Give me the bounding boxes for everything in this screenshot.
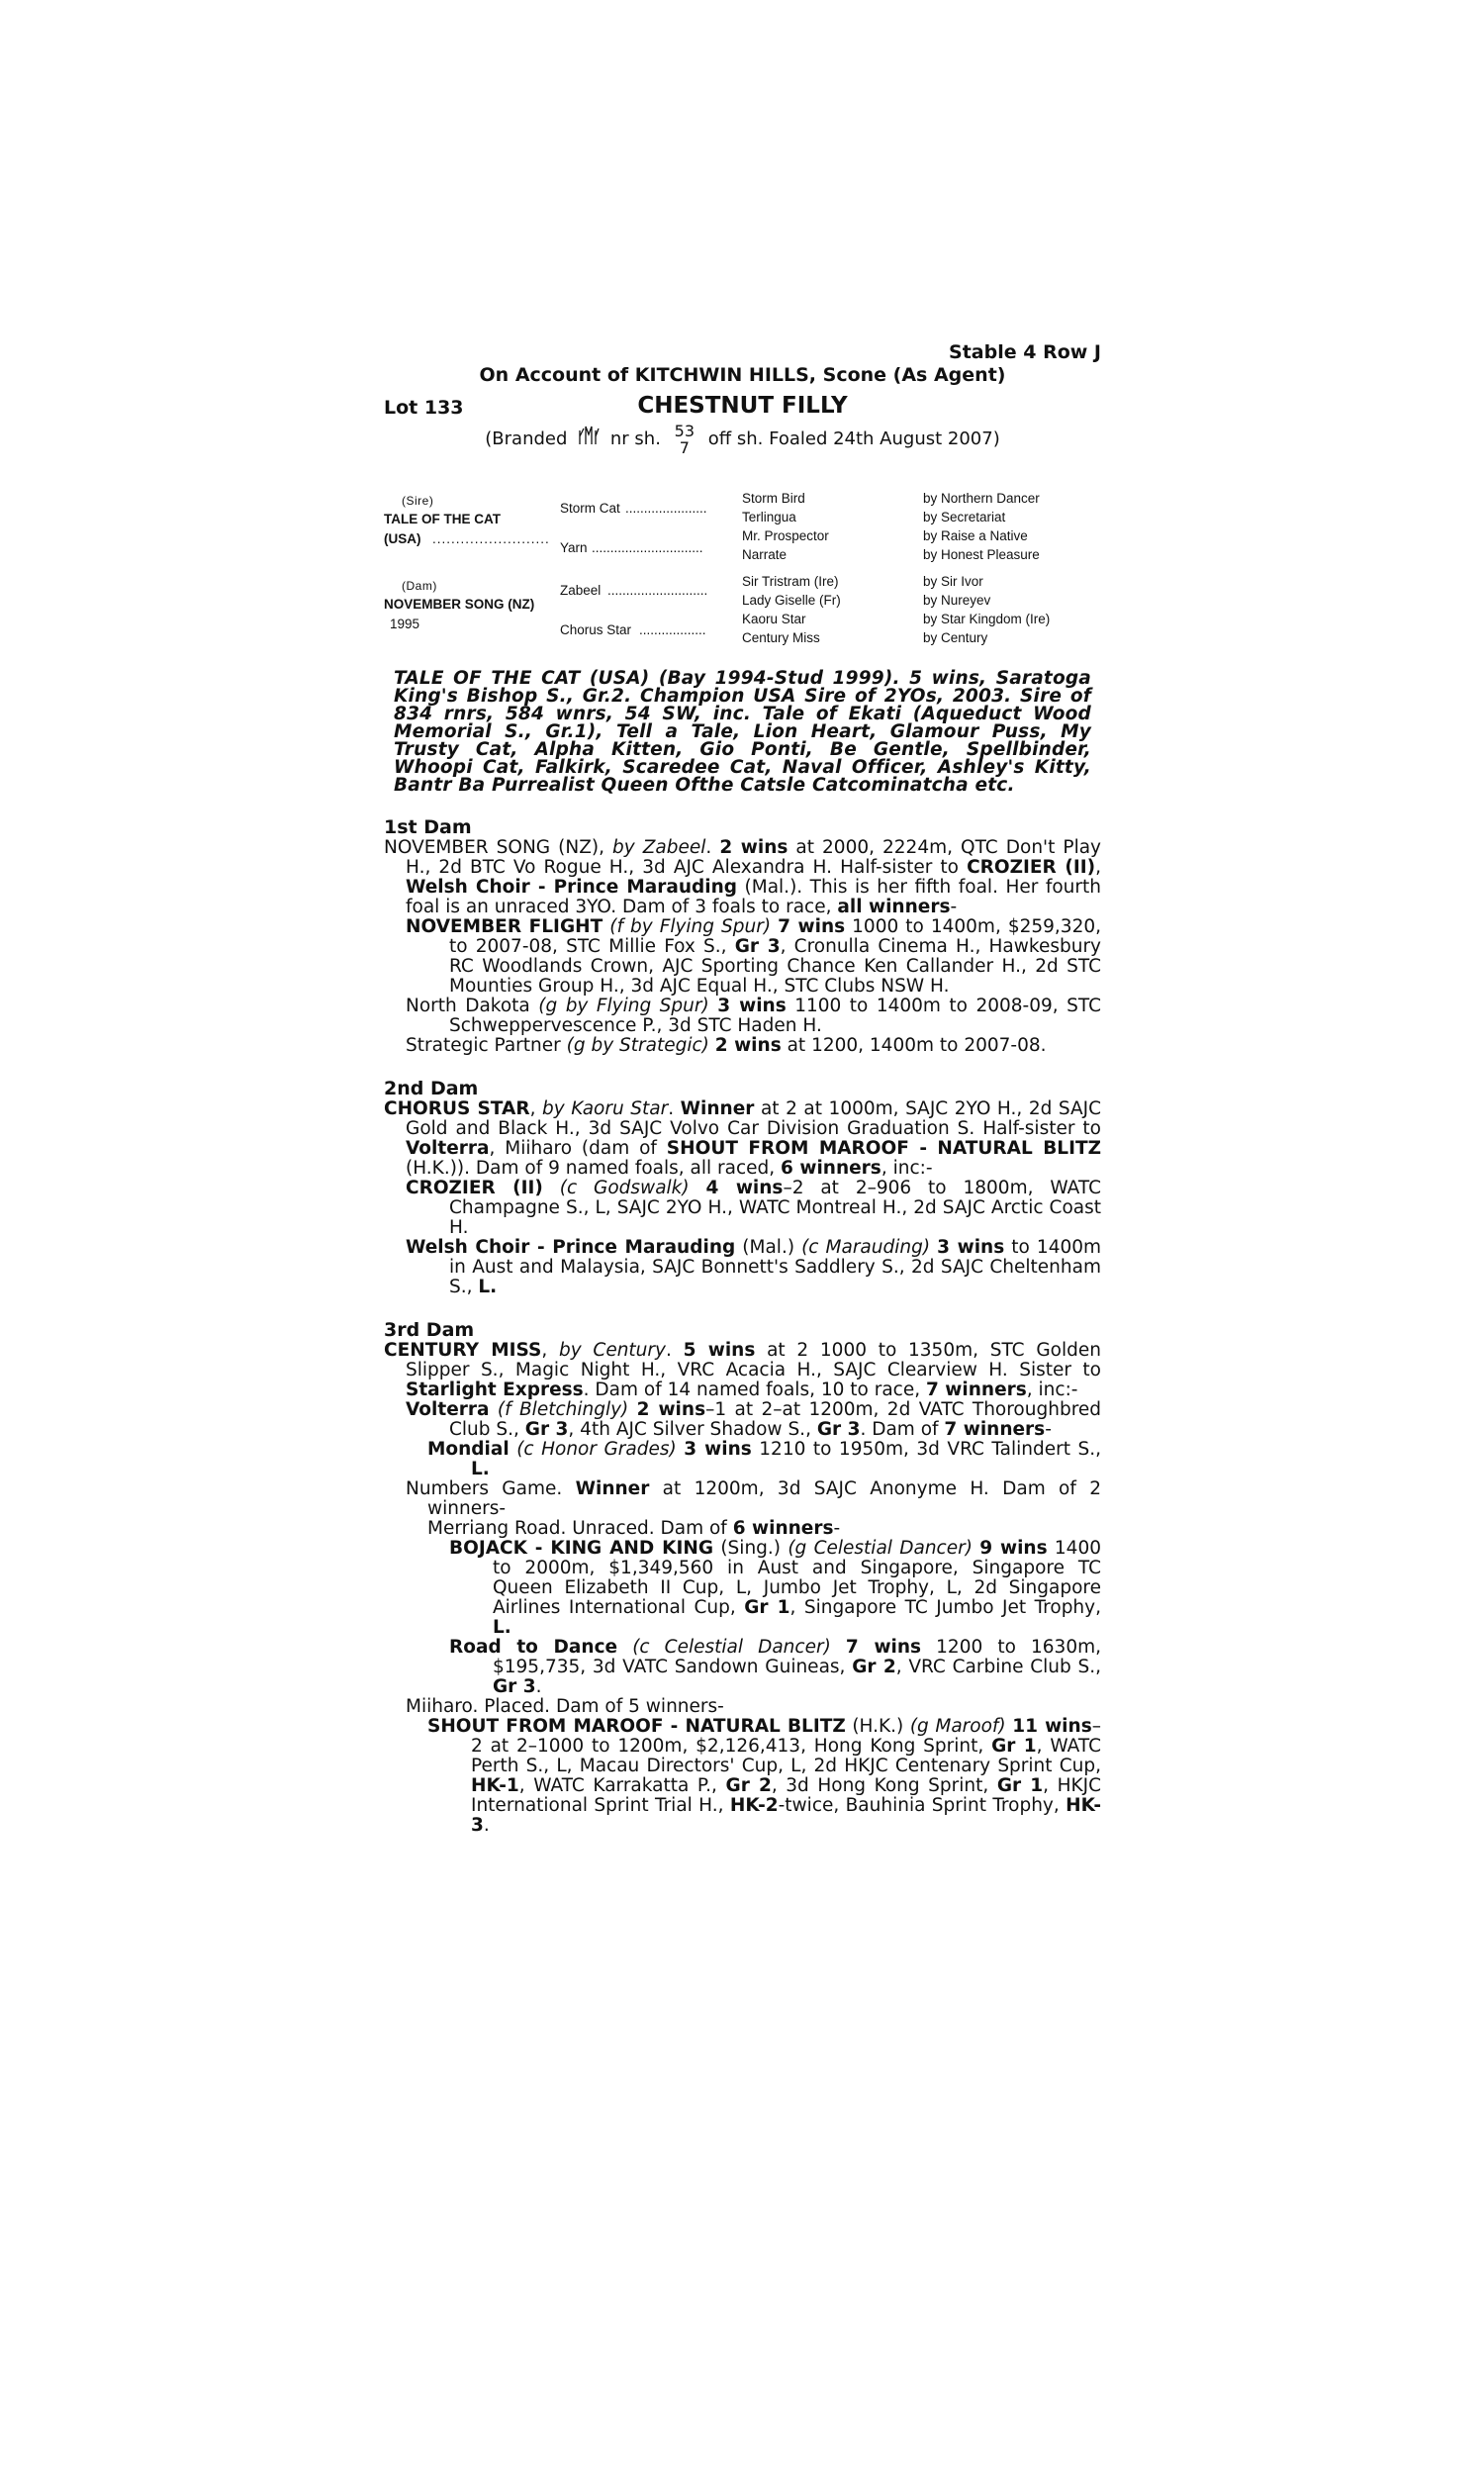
- g3-name: Mr. Prospector: [742, 528, 829, 543]
- g4-name: by Northern Dancer: [923, 491, 1040, 506]
- lot-line: [384, 391, 1101, 423]
- third-dam-heading: 3rd Dam: [384, 1319, 475, 1341]
- lot-number: Lot 133: [384, 397, 464, 419]
- g4-name: by Sir Ivor: [923, 574, 983, 589]
- pedigree-table: (Sire) TALE OF THE CAT (USA) ......................... (Dam) NOVEMBER SONG (NZ) 1995 Storm Cat ...................... Yarn .............................. Zabeel ........................... Chorus Star .................. Storm Bird Terlingua Mr. Prospector Narrate Sir Tristram (Ire) Lady Giselle (Fr) Kaoru Star Century Miss by Northern Dancer by Secretariat by Raise a Native by Honest Pleasure by Sir Ivor by Nureyev by Star Kingdom (Ire) by Century: [384, 491, 1051, 645]
- brand-number-bottom: 7: [679, 438, 690, 457]
- first-dam-heading: 1st Dam: [384, 816, 472, 838]
- entry-text: Volterra (f Bletchingly) 2 wins–1 at 2–at 1200m, 2d VATC Thoroughbred Club S., Gr 3, 4th AJC Silver Shadow S., Gr 3. Dam of 7 winners-: [406, 1399, 1102, 1440]
- entry-text: NOVEMBER FLIGHT (f by Flying Spur) 7 wins 1000 to 1400m, $259,320, to 2007-08, STC Millie Fox S., Gr 3, Cronulla Cinema H., Hawkesbury RC Woodlands Crown, AJC Sporting Chance Ken Callander H., 2d STC Mounties Group H., 3d AJC Equal H., STC Clubs NSW H.: [406, 916, 1101, 997]
- g4-name: by Nureyev: [923, 593, 991, 608]
- brand-number: [675, 423, 695, 456]
- progeny-entry: [384, 917, 1101, 997]
- progeny-entry: [384, 1519, 1101, 1539]
- g3-name: Century Miss: [742, 630, 820, 645]
- progeny-entry: [384, 1638, 1101, 1697]
- g4-name: by Star Kingdom (Ire): [923, 612, 1051, 626]
- branded-mid: nr sh.: [609, 428, 661, 449]
- brand-mark-icon: [577, 423, 601, 448]
- dam-sire: Zabeel: [560, 583, 602, 598]
- entry-text: BOJACK - KING AND KING (Sing.) (g Celestial Dancer) 9 wins 1400 to 2000m, $1,349,560 in Aust and Singapore, Singapore TC Queen Elizabeth II Cup, L, Jumbo Jet Trophy, L, 2d Singapore Airlines International Cup, Gr 1, Singapore TC Jumbo Jet Trophy, L.: [449, 1538, 1101, 1638]
- first-dam-entry: [384, 838, 1101, 917]
- entry-text: Numbers Game. Winner at 1200m, 3d SAJC Anonyme H. Dam of 2 winners-: [406, 1478, 1101, 1519]
- dam-name: NOVEMBER SONG (NZ): [384, 597, 535, 612]
- g3-name: Sir Tristram (Ire): [742, 574, 839, 589]
- page-title: CHESTNUT FILLY: [637, 393, 848, 419]
- entry-text: CENTURY MISS, by Century. 5 wins at 2 1000 to 1350m, STC Golden Slipper S., Magic Night H., VRC Acacia H., SAJC Clearview H. Sister to Starlight Express. Dam of 14 named foals, 10 to race, 7 winners, inc:-: [384, 1340, 1101, 1400]
- progeny-entry: [384, 1238, 1101, 1297]
- sire-summary: TALE OF THE CAT (USA) (Bay 1994-Stud 1999). 5 wins, Saratoga King's Bishop S., Gr.2. Champion USA Sire of 2YOs, 2003. Sire of 834 rnrs, 584 wnrs, 54 SW, inc. Tale of Ekati (Aqueduct Wood Memorial S., Gr.1), Tell a Tale, Lion Heart, Glamour Puss, My Trusty Cat, Alpha Kitten, Gio Ponti, Be Gentle, Spellbinder, Whoopi Cat, Falkirk, Scaredee Cat, Naval Officer, Ashley's Kitty, Bantr Ba Purrealist Queen Ofthe Catsle Catcominatcha etc.: [394, 668, 1091, 796]
- g3-name: Kaoru Star: [742, 612, 806, 626]
- g4-name: by Raise a Native: [923, 528, 1028, 543]
- g3-name: Storm Bird: [742, 491, 805, 506]
- g4-name: by Century: [923, 630, 988, 645]
- entry-text: CROZIER (II) (c Godswalk) 4 wins–2 at 2–906 to 1800m, WATC Champagne S., L, SAJC 2YO H., WATC Montreal H., 2d SAJC Arctic Coast H.: [406, 1178, 1101, 1238]
- sire-dam: Yarn: [560, 540, 588, 555]
- progeny-entry: [384, 997, 1101, 1036]
- entry-text: Welsh Choir - Prince Marauding (Mal.) (c Marauding) 3 wins to 1400m in Aust and Malaysia, SAJC Bonnett's Saddlery S., 2d SAJC Cheltenham S., L.: [406, 1237, 1102, 1297]
- entry-text: Strategic Partner (g by Strategic) 2 wins at 1200, 1400m to 2007-08.: [406, 1035, 1047, 1056]
- sire-origin: (USA): [384, 531, 421, 546]
- progeny-entry: [384, 1697, 1101, 1717]
- stable-location: Stable 4 Row J: [949, 341, 1101, 363]
- vendor-account: On Account of KITCHWIN HILLS, Scone (As Agent): [479, 364, 1006, 386]
- dam-tag: (Dam): [402, 579, 437, 593]
- entry-text: Mondial (c Honor Grades) 3 wins 1210 to 1950m, 3d VRC Talindert S., L.: [427, 1439, 1101, 1479]
- entry-text: Merriang Road. Unraced. Dam of 6 winners-: [427, 1518, 841, 1539]
- progeny-entry: [384, 1036, 1101, 1056]
- progeny-entry: [384, 1717, 1101, 1836]
- g4-name: by Honest Pleasure: [923, 547, 1040, 562]
- dam-dam: Chorus Star: [560, 622, 632, 637]
- entry-text: Miiharo. Placed. Dam of 5 winners-: [406, 1696, 724, 1717]
- g3-name: Lady Giselle (Fr): [742, 593, 841, 608]
- entry-text: SHOUT FROM MAROOF - NATURAL BLITZ (H.K.) (g Maroof) 11 wins–2 at 2–1000 to 1200m, $2,126,413, Hong Kong Sprint, Gr 1, WATC Perth S., L, Macau Directors' Cup, L, 2d HKJC Centenary Sprint Cup, HK-1, WATC Karrakatta P., Gr 2, 3d Hong Kong Sprint, Gr 1, HKJC International Sprint Trial H., HK-2-twice, Bauhinia Sprint Trophy, HK-3.: [427, 1716, 1102, 1836]
- branded-prefix: (Branded: [485, 428, 568, 449]
- branded-suffix: off sh. Foaled 24th August 2007): [707, 428, 1000, 449]
- brand-line: [384, 423, 1101, 462]
- progeny-entry: [384, 1179, 1101, 1238]
- sire-tag: (Sire): [402, 494, 434, 508]
- sire-sire: Storm Cat: [560, 501, 620, 516]
- second-dam-entry: [384, 1099, 1101, 1179]
- catalogue-page: [384, 341, 1101, 1836]
- progeny-entry: [384, 1479, 1101, 1519]
- entry-text: NOVEMBER SONG (NZ), by Zabeel. 2 wins at 2000, 2224m, QTC Don't Play H., 2d BTC Vo Rogue H., 3d AJC Alexandra H. Half-sister to CROZIER (II), Welsh Choir - Prince Marauding (Mal.). This is her fifth foal. Her fourth foal is an unraced 3YO. Dam of 3 foals to race, all winners-: [384, 837, 1101, 917]
- brand-number-top: 53: [674, 422, 696, 440]
- entry-text: CHORUS STAR, by Kaoru Star. Winner at 2 at 1000m, SAJC 2YO H., 2d SAJC Gold and Black H., 3d SAJC Volvo Car Division Graduation S. Half-sister to Volterra, Miiharo (dam of SHOUT FROM MAROOF - NATURAL BLITZ (H.K.)). Dam of 9 named foals, all raced, 6 winners, inc:-: [384, 1098, 1102, 1179]
- g3-name: Narrate: [742, 547, 788, 562]
- entry-text: Road to Dance (c Celestial Dancer) 7 wins 1200 to 1630m, $195,735, 3d VATC Sandown Guineas, Gr 2, VRC Carbine Club S., Gr 3.: [449, 1637, 1102, 1697]
- second-dam-heading: 2nd Dam: [384, 1078, 479, 1099]
- third-dam-entry: [384, 1341, 1101, 1400]
- sire-name: TALE OF THE CAT: [384, 512, 501, 526]
- g3-name: Terlingua: [742, 510, 796, 524]
- progeny-entry: [384, 1400, 1101, 1440]
- g4-name: by Secretariat: [923, 510, 1006, 524]
- progeny-entry: [384, 1539, 1101, 1638]
- progeny-entry: [384, 1440, 1101, 1479]
- dam-year: 1995: [390, 617, 420, 631]
- entry-text: North Dakota (g by Flying Spur) 3 wins 1100 to 1400m to 2008-09, STC Schweppervescence P., 3d STC Haden H.: [406, 996, 1101, 1036]
